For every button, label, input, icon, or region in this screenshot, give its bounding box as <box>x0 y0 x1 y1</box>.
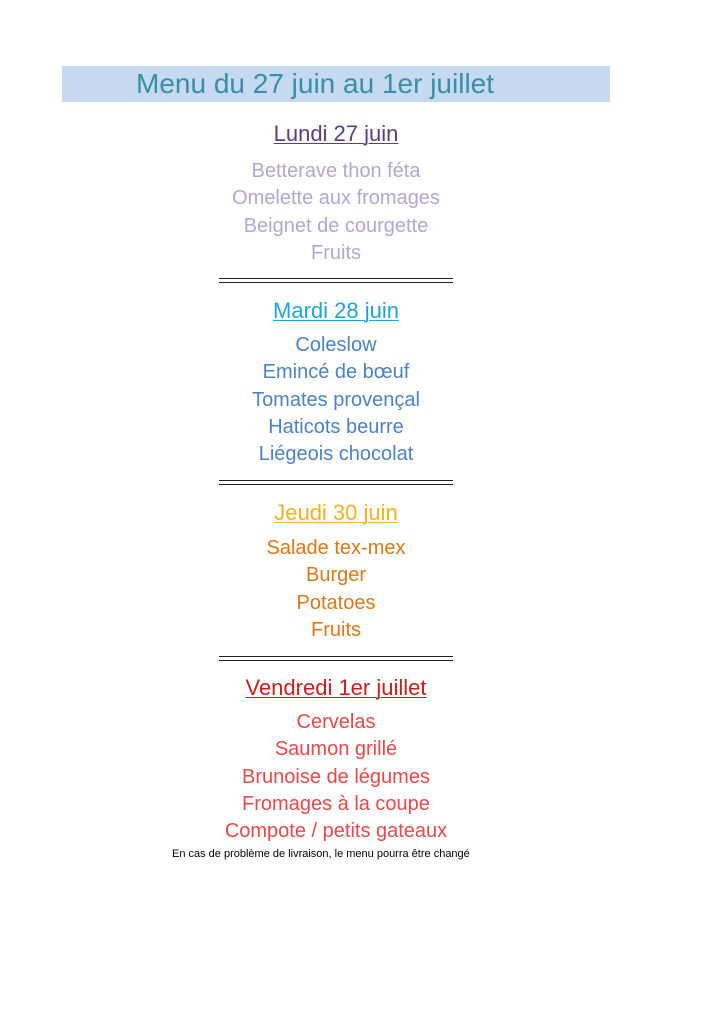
menu-item: Saumon grillé <box>274 738 398 761</box>
menu-list-vendredi <box>62 709 610 845</box>
menu-title: Menu du 27 juin au 1er juillet <box>62 66 610 102</box>
menu-item: Emincé de bœuf <box>262 361 410 384</box>
day-heading-jeudi: Jeudi 30 juin <box>274 500 398 525</box>
menu-item: Coleslow <box>295 334 377 356</box>
day-heading-mardi: Mardi 28 juin <box>273 298 399 323</box>
section-divider <box>219 656 453 661</box>
menu-item: Compote / petits gateaux <box>224 820 448 843</box>
menu-item: Cervelas <box>296 711 376 733</box>
menu-item: Liégeois chocolat <box>258 443 414 466</box>
section-divider <box>219 480 453 485</box>
menu-item: Haticots beurre <box>268 415 404 438</box>
menu-item: Fruits <box>311 618 361 641</box>
menu-list-lundi <box>62 158 610 267</box>
menu-item: Burger <box>305 564 367 587</box>
menu-item: Potatoes <box>296 591 376 614</box>
menu-item: Beignet de courgette <box>243 214 429 237</box>
menu-item: Betterave thon féta <box>251 160 421 182</box>
menu-item: Tomates provençal <box>252 388 420 411</box>
menu-item: Brunoise de légumes <box>242 765 430 788</box>
section-divider <box>219 278 453 283</box>
menu-list-mardi <box>62 332 610 468</box>
menu-item: Omelette aux fromages <box>232 187 440 210</box>
delivery-footnote: En cas de problème de livraison, le menu pourra être changé <box>172 848 470 860</box>
menu-list-jeudi <box>62 535 610 644</box>
menu-item: Fruits <box>311 241 361 264</box>
menu-item: Salade tex-mex <box>266 537 406 559</box>
menu-item: Fromages à la coupe <box>242 792 430 815</box>
day-heading-lundi: Lundi 27 juin <box>273 121 399 146</box>
day-heading-vendredi: Vendredi 1er juillet <box>245 675 427 700</box>
